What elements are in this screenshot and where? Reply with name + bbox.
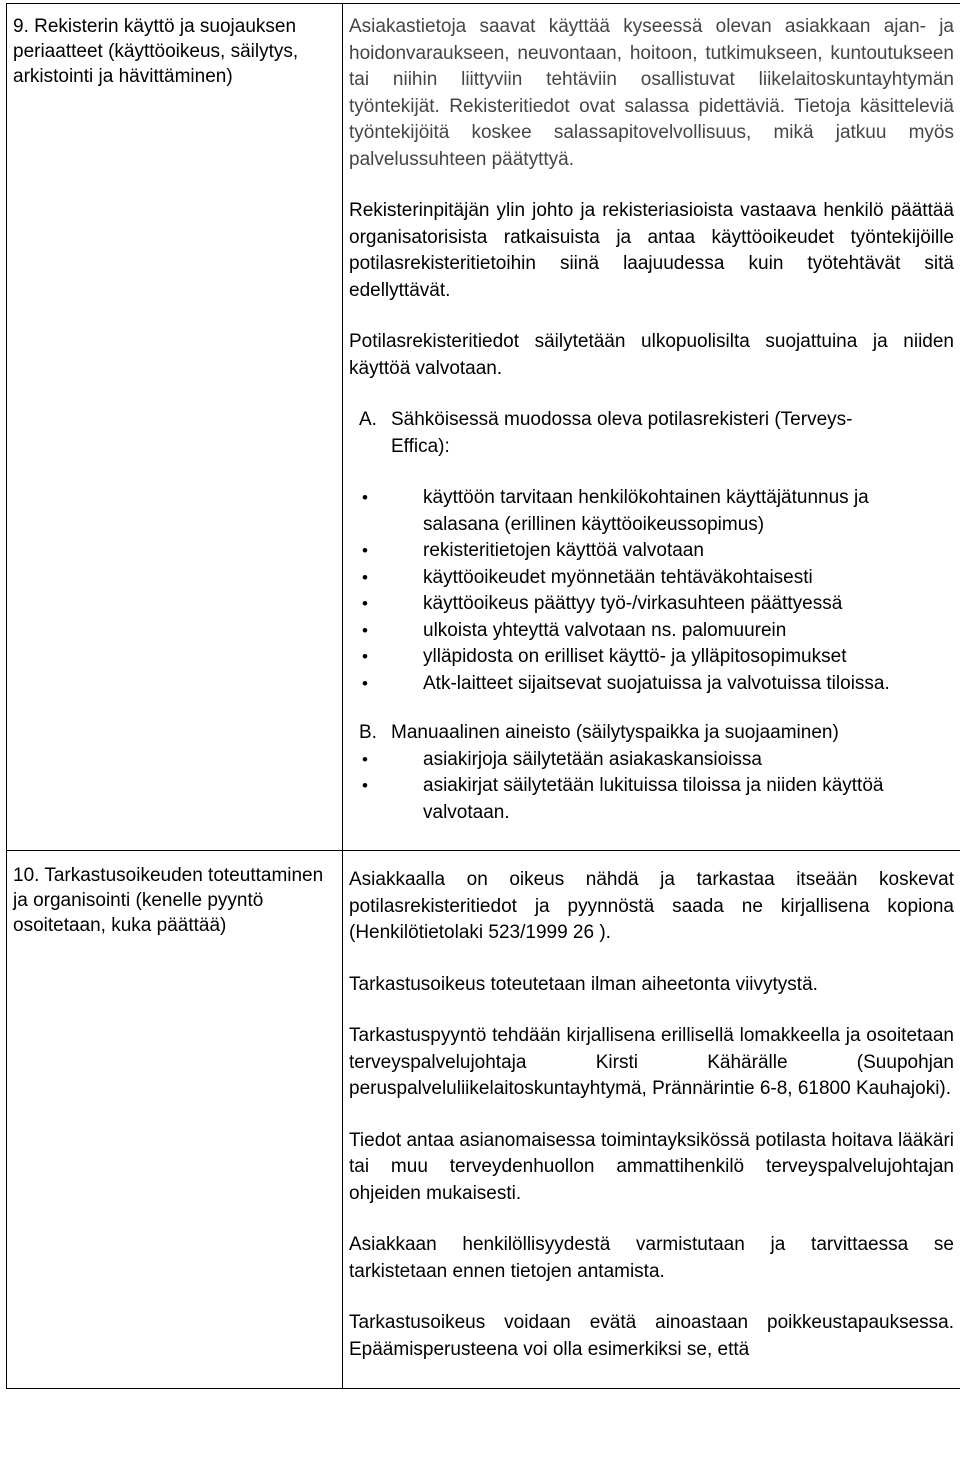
subsection-a-list	[349, 485, 954, 697]
bullet-icon: •	[362, 776, 368, 795]
list-item-text: käyttöön tarvitaan henkilökohtainen käyttäjätunnus ja salasana (erillinen käyttöoikeussopimus)	[423, 487, 869, 535]
section-10-row	[7, 851, 960, 1389]
section-9-paragraph-1: Asiakastietoja saavat käyttää kyseessä olevan asiakkaan ajan- ja hoidonvaraukseen, neuvontaan, hoitoon, tutkimukseen, kuntoutukseen tai niihin liittyviin tehtäviin osallistuvat liikelaitoskuntayhtymän työntekijät. Rekisteritiedot ovat salassa pidettäviä. Tietoja käsitteleviä työntekijöitä koskee salassapitovelvollisuus, mikä jatkuu myös palvelussuhteen päätyttyä.	[349, 16, 954, 170]
list-item	[349, 644, 954, 671]
subsection-b-heading	[349, 720, 954, 747]
bullet-icon: •	[362, 647, 368, 666]
list-item-text: rekisteritietojen käyttöä valvotaan	[423, 540, 704, 561]
section-9-paragraph-2: Rekisterinpitäjän ylin johto ja rekisteriasioista vastaava henkilö päättää organisatorisista ratkaisuista ja antaa käyttöoikeudet työntekijöille potilasrekisteritietoihin siinä laajuudessa kuin työtehtävät sitä edellyttävät.	[349, 200, 954, 301]
register-document-table	[6, 3, 960, 1389]
list-item	[349, 591, 954, 618]
section-10-title: 10. Tarkastusoikeuden toteuttaminen ja organisointi (kenelle pyyntö osoitetaan, kuka päättää)	[13, 865, 324, 936]
section-9-paragraph-3: Potilasrekisteritiedot säilytetään ulkopuolisilta suojattuina ja niiden käyttöä valvotaan.	[349, 331, 954, 379]
section-10-paragraph-3: Tarkastuspyyntö tehdään kirjallisena erillisellä lomakkeella ja osoitetaan terveyspalvelujohtaja Kirsti Kähärälle (Suupohjan peruspalveluliikelaitoskuntayhtymä, Prännärintie 6-8, 61800 Kauhajoki).	[349, 1025, 954, 1099]
section-10-paragraph-4: Tiedot antaa asianomaisessa toimintayksikössä potilasta hoitava lääkäri tai muu terveydenhuollon ammattihenkilö terveyspalvelujohtajan ohjeiden mukaisesti.	[349, 1129, 954, 1204]
subsection-b-letter: B.	[359, 722, 377, 743]
subsection-a-letter: A.	[359, 409, 377, 430]
bullet-icon: •	[362, 541, 368, 560]
subsection-a-title: Sähköisessä muodossa oleva potilasrekisteri (Terveys-Effica):	[391, 409, 853, 457]
list-item-text: asiakirjoja säilytetään asiakaskansioissa	[423, 748, 763, 770]
subsection-b-title: Manuaalinen aineisto (säilytyspaikka ja suojaaminen)	[391, 722, 839, 743]
section-9-title-cell	[7, 4, 343, 851]
list-item	[349, 747, 954, 774]
list-item	[349, 671, 954, 698]
section-10-paragraph-5: Asiakkaan henkilöllisyydestä varmistutaan ja tarvittaessa se tarkistetaan ennen tietojen antamista.	[349, 1234, 954, 1282]
section-10-title-cell	[7, 851, 343, 1389]
section-10-content-cell	[343, 851, 960, 1389]
list-item-text: käyttöoikeus päättyy työ-/virkasuhteen päättyessä	[423, 593, 843, 614]
section-10-paragraph-2: Tarkastusoikeus toteutetaan ilman aiheetonta viivytystä.	[349, 973, 818, 995]
list-item-text: asiakirjat säilytetään lukituissa tiloissa ja niiden käyttöä valvotaan.	[423, 775, 884, 823]
list-item	[349, 538, 954, 565]
bullet-icon: •	[362, 567, 368, 587]
section-10-paragraph-6: Tarkastusoikeus voidaan evätä ainoastaan poikkeustapauksessa. Epäämisperusteena voi olla esimerkiksi se, että	[349, 1312, 954, 1360]
list-item	[349, 773, 954, 826]
section-9-content-cell	[343, 4, 960, 851]
bullet-icon: •	[362, 749, 368, 769]
bullet-icon: •	[362, 488, 368, 507]
list-item	[349, 485, 954, 538]
bullet-icon: •	[362, 620, 368, 640]
list-item-text: Atk-laitteet sijaitsevat suojatuissa ja valvotuissa tiloissa.	[423, 672, 890, 694]
list-item	[349, 565, 954, 592]
section-9-title: 9. Rekisterin käyttö ja suojauksen periaatteet (käyttöoikeus, säilytys, arkistointi ja hävittäminen)	[13, 16, 299, 87]
subsection-a-heading	[349, 407, 954, 460]
list-item-text: käyttöoikeudet myönnetään tehtäväkohtaisesti	[423, 566, 813, 588]
bullet-icon: •	[362, 673, 368, 693]
bullet-icon: •	[362, 594, 368, 613]
list-item-text: ylläpidosta on erilliset käyttö- ja ylläpitosopimukset	[423, 646, 847, 667]
section-10-paragraph-1: Asiakkaalla on oikeus nähdä ja tarkastaa itseään koskevat potilasrekisteritiedot ja pyynnöstä saada ne kirjallisena kopiona (Henkilötietolaki 523/1999 26 ).	[349, 869, 954, 943]
subsection-b-list	[349, 747, 954, 827]
list-item-text: ulkoista yhteyttä valvotaan ns. palomuurein	[423, 619, 787, 641]
list-item	[349, 618, 954, 645]
section-9-row	[7, 4, 960, 851]
